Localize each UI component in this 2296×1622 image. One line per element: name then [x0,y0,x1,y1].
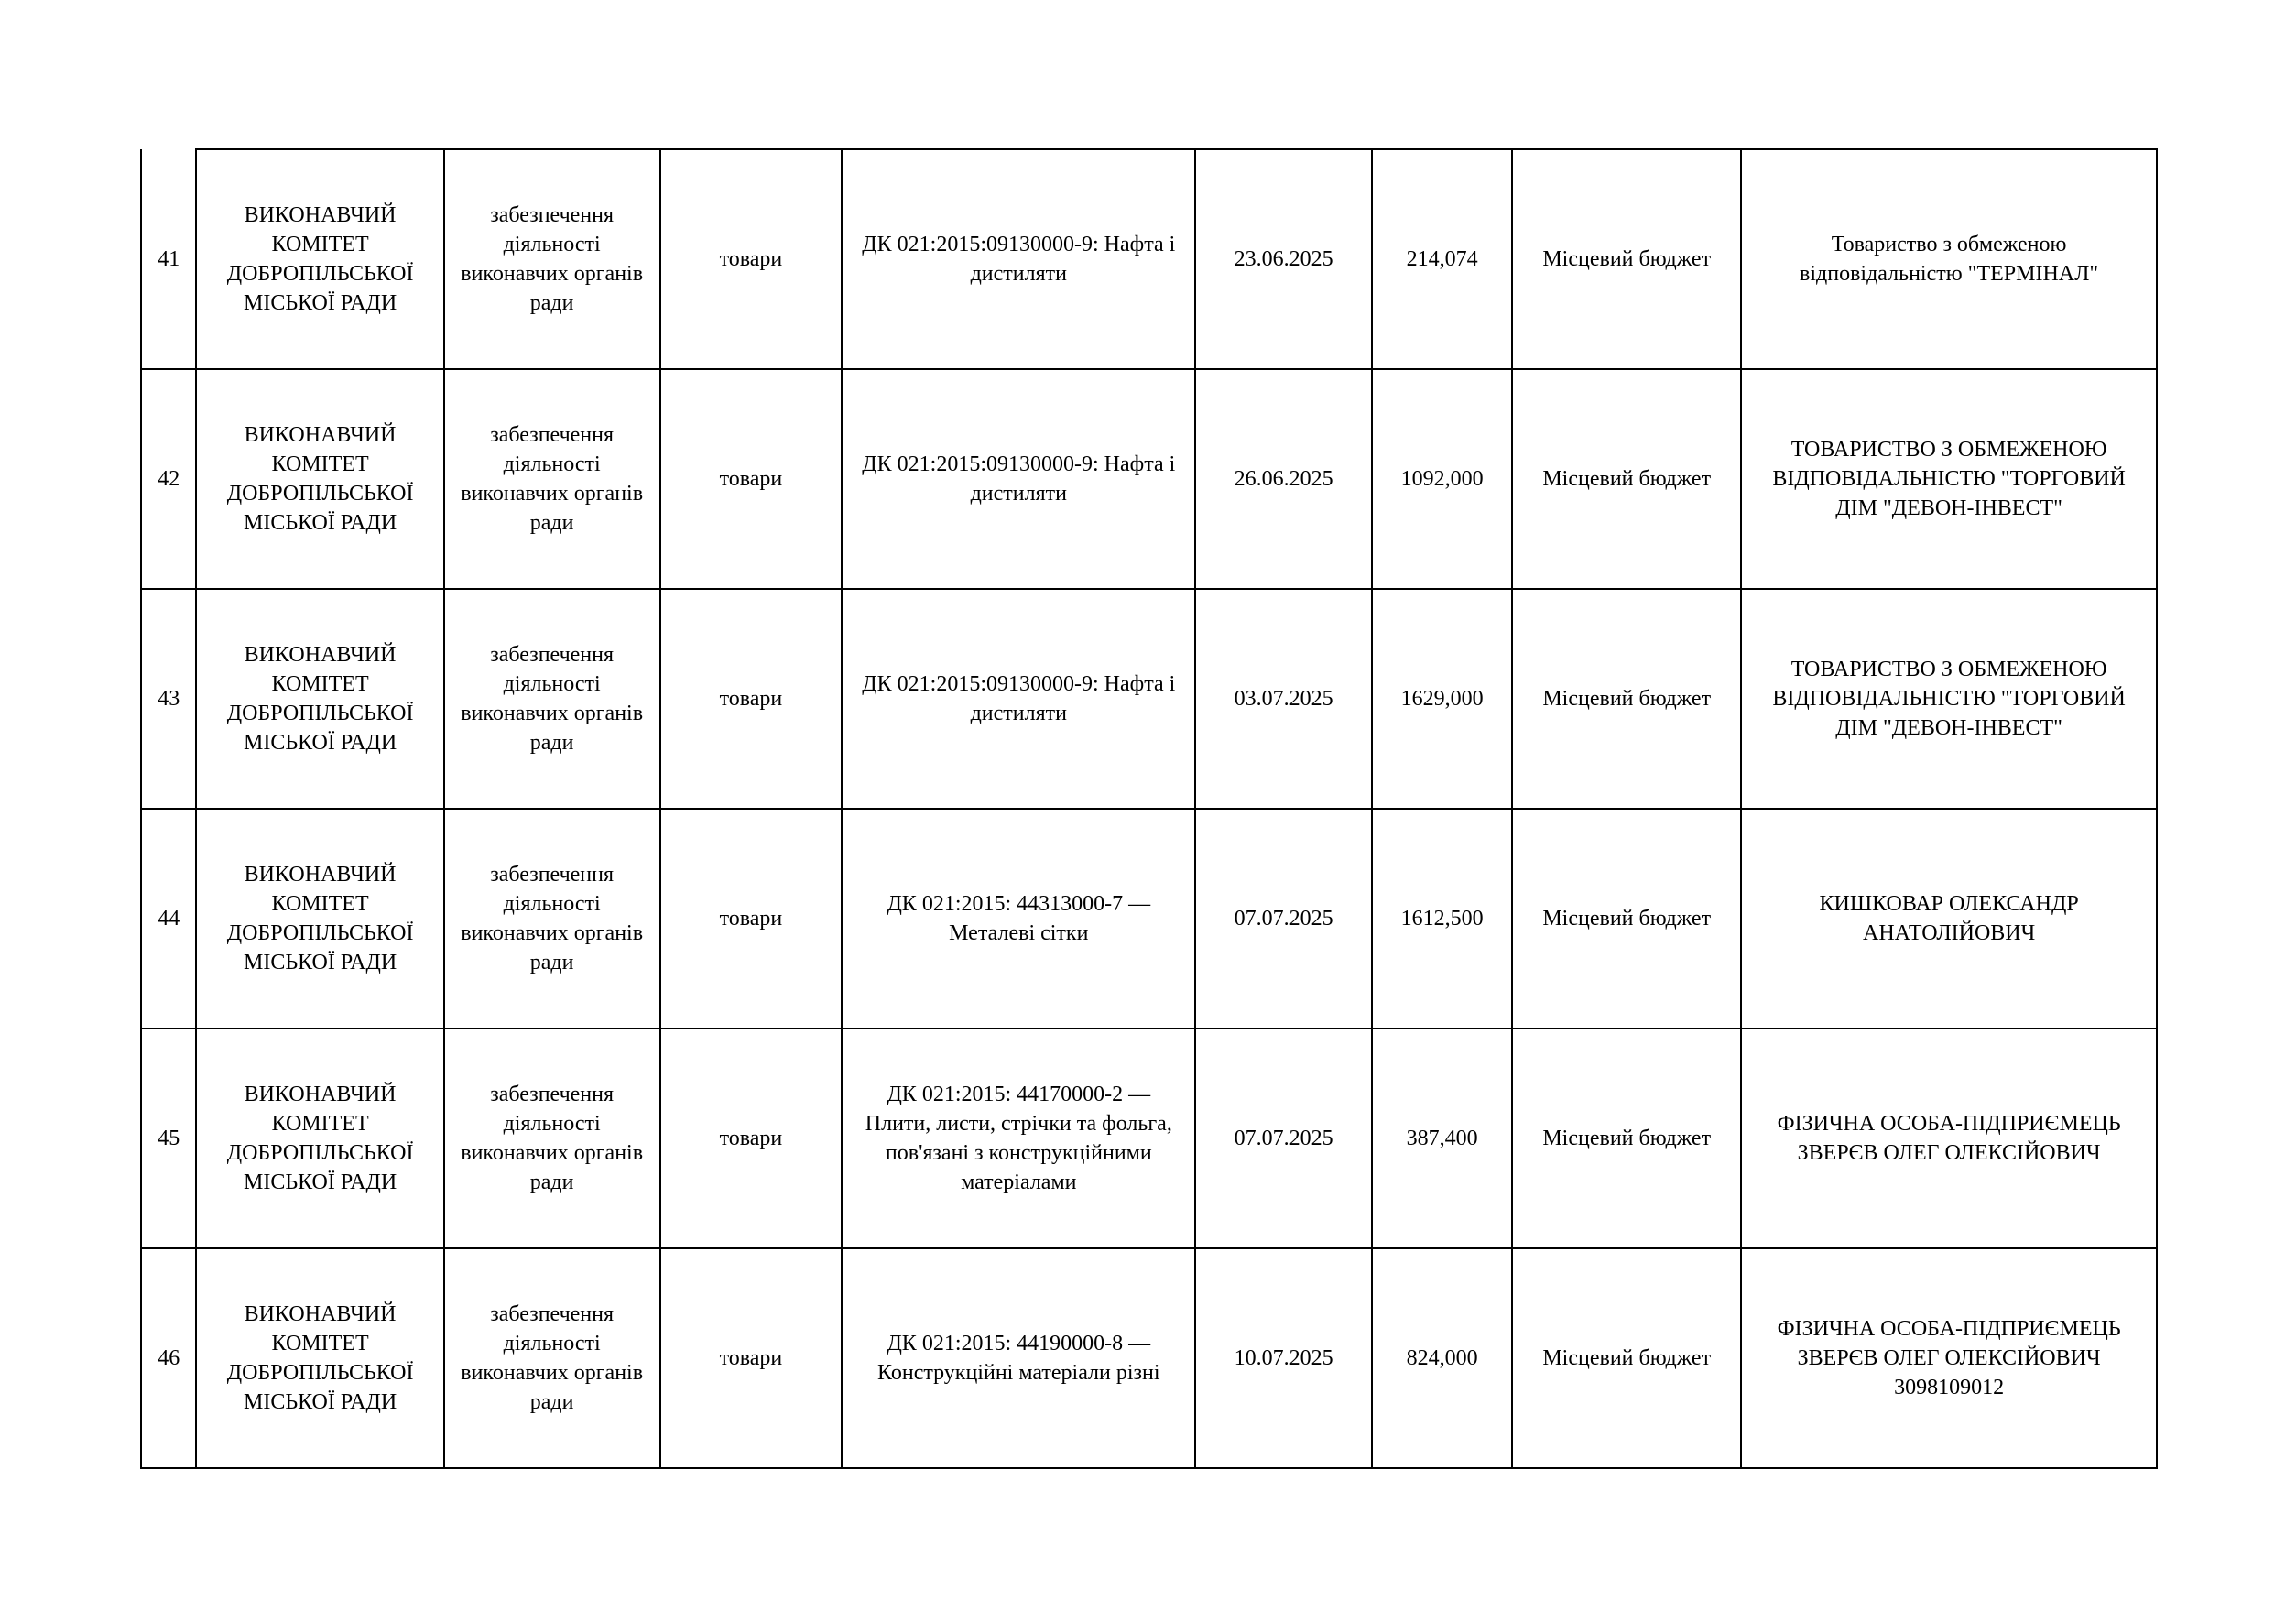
purpose-cell [444,589,660,809]
supplier-cell-line: КИШКОВАР ОЛЕКСАНДР [1819,892,2079,916]
procurement-table [140,148,2158,1469]
table-body [141,149,2157,1468]
customer-cell-line: ДОБРОПІЛЬСЬКОЇ [226,702,414,725]
purpose-cell-line: діяльності [503,672,601,696]
supplier-cell [1741,1248,2157,1468]
customer-cell-line: МІСЬКОЇ РАДИ [244,951,397,974]
customer-cell-line: ДОБРОПІЛЬСЬКОЇ [226,482,414,506]
supplier-cell-line: ТОВАРИСТВО З ОБМЕЖЕНОЮ [1790,438,2107,462]
customer-cell-line: КОМІТЕТ [271,1332,369,1355]
purpose-cell-line: ради [529,951,574,974]
supplier-cell [1741,369,2157,589]
purpose-cell-line: діяльності [503,1112,601,1136]
amount-cell: 1612,500 [1372,809,1512,1029]
supplier-cell-line: 3098109012 [1894,1376,2005,1399]
row-number-cell: 42 [141,369,196,589]
purpose-cell-line: забезпечення [490,203,615,227]
funding-source-cell: Місцевий бюджет [1512,1248,1741,1468]
customer-cell [196,1029,443,1248]
supplier-cell [1741,1029,2157,1248]
purpose-cell-line: ради [529,1390,574,1414]
purpose-cell [444,369,660,589]
purpose-cell-line: ради [529,291,574,315]
customer-cell-line: ВИКОНАВЧИЙ [244,423,397,447]
procurement-type-cell: товари [660,369,843,589]
subject-cell-line: Плити, листи, стрічки та фольга, [865,1112,1172,1136]
purpose-cell-line: виконавчих органів [461,482,644,506]
customer-cell-line: КОМІТЕТ [271,1112,369,1136]
supplier-cell-line: ДІМ "ДЕВОН-ІНВЕСТ" [1835,716,2062,740]
customer-cell-line: ВИКОНАВЧИЙ [244,203,397,227]
supplier-cell [1741,589,2157,809]
customer-cell-line: ВИКОНАВЧИЙ [244,1302,397,1326]
supplier-cell-line: ЗВЕРЄВ ОЛЕГ ОЛЕКСІЙОВИЧ [1797,1141,2101,1165]
funding-source-cell: Місцевий бюджет [1512,1029,1741,1248]
purpose-cell-line: забезпечення [490,1302,615,1326]
subject-cell-line: ДК 021:2015: 44190000-8 — [887,1332,1151,1355]
funding-source-cell: Місцевий бюджет [1512,809,1741,1029]
subject-cell-line: дистиляти [970,702,1067,725]
customer-cell-line: КОМІТЕТ [271,233,369,256]
customer-cell [196,1248,443,1468]
subject-cell-line: ДК 021:2015: 44170000-2 — [887,1083,1151,1106]
row-number-cell: 44 [141,809,196,1029]
subject-cell [842,809,1195,1029]
customer-cell-line: ДОБРОПІЛЬСЬКОЇ [226,1141,414,1165]
table-row [141,809,2157,1029]
customer-cell-line: КОМІТЕТ [271,452,369,476]
table-row [141,589,2157,809]
row-number-cell: 45 [141,1029,196,1248]
supplier-cell-line: ФІЗИЧНА ОСОБА-ПІДПРИЄМЕЦЬ [1777,1317,2121,1341]
purpose-cell-line: забезпечення [490,1083,615,1106]
subject-cell [842,1029,1195,1248]
date-cell: 23.06.2025 [1195,149,1372,369]
procurement-type-cell: товари [660,1029,843,1248]
purpose-cell-line: забезпечення [490,643,615,667]
purpose-cell-line: діяльності [503,1332,601,1355]
subject-cell [842,369,1195,589]
customer-cell-line: ДОБРОПІЛЬСЬКОЇ [226,1361,414,1385]
row-number-cell: 43 [141,589,196,809]
subject-cell-line: матеріалами [961,1170,1077,1194]
subject-cell-line: Металеві сітки [949,921,1089,945]
subject-cell-line: ДК 021:2015:09130000-9: Нафта і [862,233,1176,256]
procurement-type-cell: товари [660,589,843,809]
customer-cell-line: ВИКОНАВЧИЙ [244,643,397,667]
subject-cell-line: дистиляти [970,482,1067,506]
procurement-type-cell: товари [660,1248,843,1468]
subject-cell-line: дистиляти [970,262,1067,286]
supplier-cell-line: ТОВАРИСТВО З ОБМЕЖЕНОЮ [1790,658,2107,681]
customer-cell-line: МІСЬКОЇ РАДИ [244,731,397,755]
table-row [141,149,2157,369]
date-cell: 07.07.2025 [1195,1029,1372,1248]
supplier-cell-line: Товариство з обмеженою [1831,233,2067,256]
amount-cell: 1092,000 [1372,369,1512,589]
purpose-cell-line: виконавчих органів [461,1141,644,1165]
purpose-cell-line: ради [529,1170,574,1194]
customer-cell-line: МІСЬКОЇ РАДИ [244,1390,397,1414]
supplier-cell-line: ВІДПОВІДАЛЬНІСТЮ "ТОРГОВИЙ [1772,467,2126,491]
procurement-type-cell: товари [660,809,843,1029]
customer-cell-line: КОМІТЕТ [271,672,369,696]
subject-cell [842,1248,1195,1468]
supplier-cell-line: відповідальністю "ТЕРМІНАЛ" [1800,262,2099,286]
amount-cell: 387,400 [1372,1029,1512,1248]
purpose-cell-line: діяльності [503,892,601,916]
customer-cell [196,369,443,589]
subject-cell-line: ДК 021:2015:09130000-9: Нафта і [862,452,1176,476]
customer-cell-line: ДОБРОПІЛЬСЬКОЇ [226,262,414,286]
customer-cell-line: МІСЬКОЇ РАДИ [244,1170,397,1194]
supplier-cell-line: ФІЗИЧНА ОСОБА-ПІДПРИЄМЕЦЬ [1777,1112,2121,1136]
table-row [141,1248,2157,1468]
table-row [141,369,2157,589]
customer-cell-line: ВИКОНАВЧИЙ [244,863,397,887]
supplier-cell-line: АНАТОЛІЙОВИЧ [1862,921,2036,945]
subject-cell-line: пов'язані з конструкційними [885,1141,1152,1165]
date-cell: 07.07.2025 [1195,809,1372,1029]
customer-cell [196,809,443,1029]
supplier-cell-line: ЗВЕРЄВ ОЛЕГ ОЛЕКСІЙОВИЧ [1797,1346,2101,1370]
date-cell: 03.07.2025 [1195,589,1372,809]
date-cell: 26.06.2025 [1195,369,1372,589]
row-number-cell: 41 [141,149,196,369]
funding-source-cell: Місцевий бюджет [1512,369,1741,589]
purpose-cell-line: забезпечення [490,863,615,887]
purpose-cell-line: забезпечення [490,423,615,447]
customer-cell-line: ВИКОНАВЧИЙ [244,1083,397,1106]
subject-cell-line: ДК 021:2015: 44313000-7 — [887,892,1151,916]
table-row [141,1029,2157,1248]
purpose-cell-line: ради [529,511,574,535]
customer-cell [196,149,443,369]
subject-cell [842,149,1195,369]
purpose-cell [444,809,660,1029]
customer-cell-line: МІСЬКОЇ РАДИ [244,291,397,315]
funding-source-cell: Місцевий бюджет [1512,149,1741,369]
purpose-cell-line: виконавчих органів [461,702,644,725]
date-cell: 10.07.2025 [1195,1248,1372,1468]
subject-cell-line: ДК 021:2015:09130000-9: Нафта і [862,672,1176,696]
customer-cell-line: КОМІТЕТ [271,892,369,916]
customer-cell-line: МІСЬКОЇ РАДИ [244,511,397,535]
subject-cell-line: Конструкційні матеріали різні [877,1361,1160,1385]
purpose-cell [444,1248,660,1468]
supplier-cell-line: ДІМ "ДЕВОН-ІНВЕСТ" [1835,496,2062,520]
row-number-cell: 46 [141,1248,196,1468]
purpose-cell-line: діяльності [503,452,601,476]
purpose-cell-line: виконавчих органів [461,262,644,286]
purpose-cell-line: діяльності [503,233,601,256]
funding-source-cell: Місцевий бюджет [1512,589,1741,809]
supplier-cell [1741,149,2157,369]
purpose-cell-line: ради [529,731,574,755]
purpose-cell [444,149,660,369]
customer-cell [196,589,443,809]
customer-cell-line: ДОБРОПІЛЬСЬКОЇ [226,921,414,945]
supplier-cell [1741,809,2157,1029]
purpose-cell-line: виконавчих органів [461,1361,644,1385]
amount-cell: 1629,000 [1372,589,1512,809]
subject-cell [842,589,1195,809]
supplier-cell-line: ВІДПОВІДАЛЬНІСТЮ "ТОРГОВИЙ [1772,687,2126,711]
amount-cell: 824,000 [1372,1248,1512,1468]
amount-cell: 214,074 [1372,149,1512,369]
procurement-type-cell: товари [660,149,843,369]
purpose-cell [444,1029,660,1248]
purpose-cell-line: виконавчих органів [461,921,644,945]
